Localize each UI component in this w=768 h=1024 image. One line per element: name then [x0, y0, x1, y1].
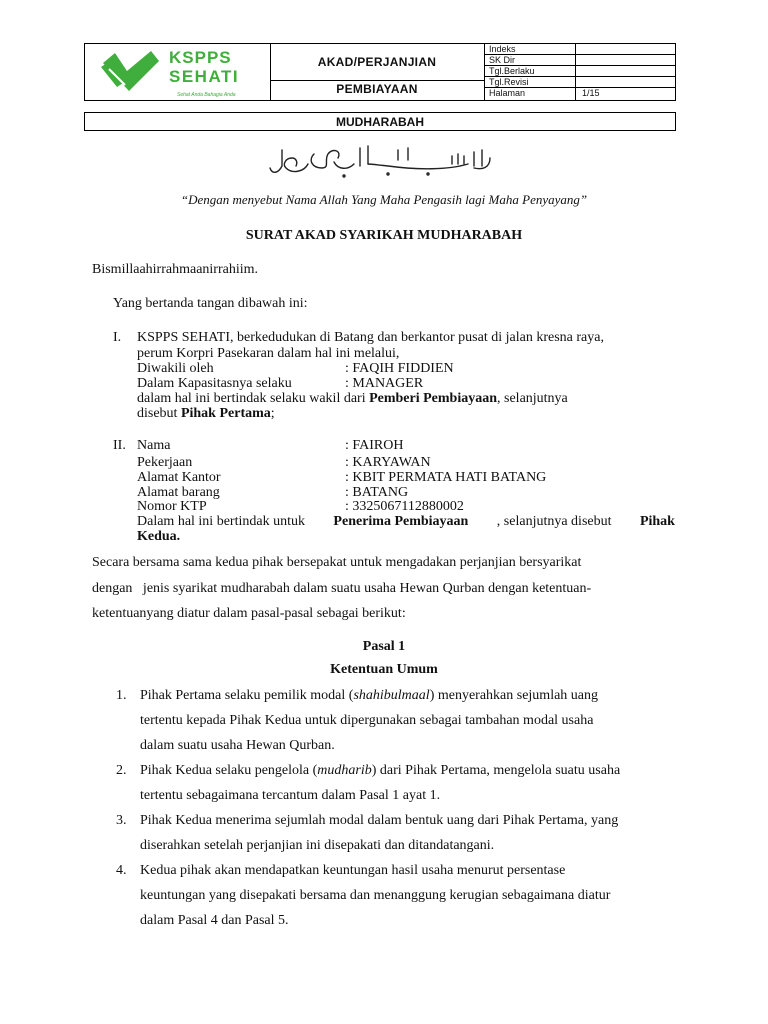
agreement-line: Secara bersama sama kedua pihak bersepakat untuk mengadakan perjanjian bersyarikat	[92, 555, 582, 570]
subtitle-box	[84, 112, 676, 131]
party2-field-value: : 3325067112880002	[345, 499, 464, 514]
party2-field-label: Nomor KTP	[137, 499, 207, 514]
list-item-number: 3.	[116, 813, 127, 828]
party2-field-value: : KBIT PERMATA HATI BATANG	[345, 470, 547, 485]
opening-text: Bismillaahirrahmaanirrahiim.	[92, 262, 259, 277]
party2-field-label: Nama	[137, 438, 171, 453]
header-title-pembiayaan: PEMBIAYAAN	[336, 82, 418, 96]
list-item-line: tertentu sebagaimana tercantum dalam Pasal 1 ayat 1.	[140, 788, 441, 803]
party1-line: perum Korpri Pasekaran dalam hal ini melalui,	[137, 346, 400, 361]
header-divider	[270, 80, 484, 81]
party2-field-label: Alamat Kantor	[137, 470, 221, 485]
meta-label-sk-dir: SK Dir	[489, 55, 516, 65]
pasal-title: Pasal 1	[362, 639, 406, 654]
party1-number: I.	[113, 330, 122, 345]
list-item-line: keuntungan yang disepakati bersama dan menanggung kerugian sebagaimana diatur	[140, 888, 611, 903]
meta-label-tgl-berlaku: Tgl.Berlaku	[489, 66, 535, 76]
agreement-line: dengan jenis syarikat mudharabah dalam suatu usaha Hewan Qurban dengan ketentuan-	[92, 581, 592, 596]
header-divider	[484, 44, 485, 100]
list-item-number: 1.	[116, 688, 127, 703]
party1-cap-value: : MANAGER	[345, 376, 424, 391]
logo-tagline: Sehat Anda Bahagia Anda	[177, 92, 236, 98]
meta-label-halaman: Halaman	[489, 88, 526, 98]
party1-rep-label: Diwakili oleh	[137, 361, 214, 376]
party1-line: disebut Pihak Pertama;	[137, 406, 275, 421]
party1-rep-value: : FAQIH FIDDIEN	[345, 361, 454, 376]
party2-field-value: : FAIROH	[345, 438, 404, 453]
agreement-line: ketentuanyang diatur dalam pasal-pasal sebagai berikut:	[92, 606, 406, 621]
logo-text-kspps: KSPPS	[169, 48, 232, 67]
list-item-number: 4.	[116, 863, 127, 878]
document-title: SURAT AKAD SYARIKAH MUDHARABAH	[245, 228, 523, 243]
party2-field-label: Alamat barang	[137, 485, 220, 500]
list-item-number: 2.	[116, 763, 127, 778]
list-item-line: Pihak Kedua selaku pengelola (mudharib) dari Pihak Pertama, mengelola suatu usaha	[140, 763, 621, 778]
list-item-line: tertentu kepada Pihak Kedua untuk dipergunakan sebagai tambahan modal usaha	[140, 713, 594, 728]
party1-cap-label: Dalam Kapasitasnya selaku	[137, 376, 292, 391]
list-item-line: Pihak Pertama selaku pemilik modal (shahibulmaal) menyerahkan sejumlah uang	[140, 688, 599, 703]
party2-number: II.	[113, 438, 126, 453]
meta-label-indeks: Indeks	[489, 44, 516, 54]
header-title-akad: AKAD/PERJANJIAN	[317, 55, 437, 69]
list-item-line: dalam suatu usaha Hewan Qurban.	[140, 738, 335, 753]
list-item-line: Pihak Kedua menerima sejumlah modal dalam bentuk uang dari Pihak Pertama, yang	[140, 813, 619, 828]
logo-text-sehati: SEHATI	[169, 67, 240, 86]
party2-field-label: Pekerjaan	[137, 455, 193, 470]
party1-line: dalam hal ini bertindak selaku wakil dari Pemberi Pembiayaan, selanjutnya	[137, 391, 568, 406]
page-number: 1/15	[582, 88, 600, 98]
ksps-logo-icon	[97, 49, 161, 93]
basmalah-quote: “Dengan menyebut Nama Allah Yang Maha Pengasih lagi Maha Penyayang”	[180, 192, 588, 207]
party2-field-value: : KARYAWAN	[345, 455, 431, 470]
list-item-line: diserahkan setelah perjanjian ini disepakati dan ditandatangani.	[140, 838, 495, 853]
document-header	[84, 43, 676, 101]
intro-text: Yang bertanda tangan dibawah ini:	[113, 296, 308, 311]
party2-field-value: : BATANG	[345, 485, 409, 500]
pasal-subtitle: Ketentuan Umum	[330, 662, 438, 677]
party2-act-line: Dalam hal ini bertindak untuk Penerima Pembiayaan , selanjutnya disebut Pihak	[137, 514, 675, 529]
list-item-line: dalam Pasal 4 dan Pasal 5.	[140, 913, 289, 928]
party2-act-line: Kedua.	[137, 529, 181, 544]
basmalah-calligraphy-icon	[268, 140, 498, 182]
list-item-line: Kedua pihak akan mendapatkan keuntungan hasil usaha menurut persentase	[140, 863, 566, 878]
meta-label-tgl-revisi: Tgl.Revisi	[489, 77, 529, 87]
party1-line: KSPPS SEHATI, berkedudukan di Batang dan berkantor pusat di jalan kresna raya,	[137, 330, 604, 345]
header-divider	[575, 44, 576, 100]
subtitle-mudharabah: MUDHARABAH	[336, 115, 424, 129]
